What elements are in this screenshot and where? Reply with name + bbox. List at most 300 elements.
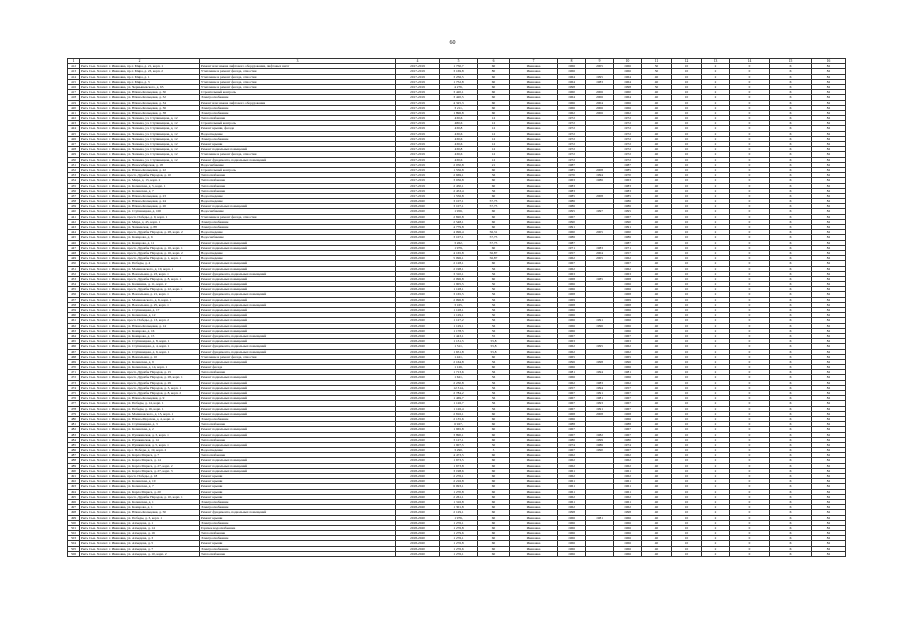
table-cell: Электроснабжение	[200, 416, 396, 421]
table-cell: 1 673,8	[440, 463, 478, 468]
table-cell: 60	[478, 411, 510, 416]
table-cell: 60	[478, 209, 510, 214]
table-cell: Рыть Сыа. Хлопот. г. Ивановка, пр-т. Победы, д. 19, корп. 2	[80, 448, 200, 453]
table-cell: 2	[702, 354, 730, 359]
table-cell: 452	[68, 271, 80, 276]
table-cell: 40	[642, 328, 672, 333]
table-cell: 1966	[614, 375, 642, 380]
table-cell: 1 976,	[440, 515, 478, 520]
table-cell: 419	[68, 100, 80, 105]
table-cell: 430,6	[440, 136, 478, 141]
table-cell: Ремонт подвальных помещений	[200, 313, 396, 318]
table-cell: 0	[730, 354, 770, 359]
table-cell: Рыть Сыа. Хлопот. г. Ивановка, ул. Южно-Кольцевая, д. 14	[80, 323, 200, 328]
table-cell: 1965	[614, 354, 642, 359]
table-cell: 2 453,4	[440, 188, 478, 193]
table-cell: 1986	[614, 204, 642, 209]
table-cell: Ремонт крыши, фасада	[200, 126, 396, 131]
table-cell: 10	[672, 287, 702, 292]
table-cell: Ивановка	[510, 126, 558, 131]
table-cell: 1967	[614, 391, 642, 396]
table-cell: Рыть Сыа. Хлопот. г. Ивановка, просп. Дружбы Народов, д. 1, корп. 1	[80, 256, 200, 261]
table-cell: 60	[478, 437, 510, 442]
table-cell: 2018-2020	[396, 333, 440, 338]
table-cell: Х	[770, 110, 812, 115]
table-cell: 0	[730, 531, 770, 536]
table-cell: 1986	[558, 235, 586, 240]
table-cell: 82	[812, 147, 846, 152]
table-cell: Рыть Сыа. Хлопот. г. Ивановка, просп. Дружбы Народов, д. 22, корп. 1	[80, 287, 200, 292]
table-cell: 501	[68, 525, 80, 530]
table-cell: 82	[812, 499, 846, 504]
table-cell: 1972	[558, 147, 586, 152]
table-cell: Х	[770, 458, 812, 463]
table-cell: 1980	[558, 437, 586, 442]
table-cell: Рыть Сыа. Хлопот. г. Ивановка, ул. Чапаева, ул. Ступинецкая, д. 12	[80, 142, 200, 147]
table-cell: 10	[672, 250, 702, 255]
table-cell: 10	[672, 499, 702, 504]
table-cell: 40	[642, 525, 672, 530]
table-cell: Х	[770, 193, 812, 198]
table-cell: 56	[478, 188, 510, 193]
table-cell: 1985	[614, 193, 642, 198]
table-cell: 1965	[558, 354, 586, 359]
table-cell: 40	[642, 142, 672, 147]
table-cell: 2	[702, 261, 730, 266]
table-cell: 60	[478, 416, 510, 421]
table-cell: Ивановка	[510, 479, 558, 484]
table-cell: Рыть Сыа. Хлопот. г. Ивановка, просп. Дружбы Народов, д. 10, корп. 1	[80, 494, 200, 499]
table-cell: 82	[812, 79, 846, 84]
table-cell: 60	[478, 453, 510, 458]
table-cell: 0	[730, 328, 770, 333]
table-cell: 10	[672, 536, 702, 541]
table-cell: 2006	[586, 95, 614, 100]
table-cell: 1988	[614, 422, 642, 427]
table-cell: 0	[730, 499, 770, 504]
table-cell: 1967	[614, 406, 642, 411]
table-cell: 1 965,8	[440, 427, 478, 432]
table-cell: 60	[478, 422, 510, 427]
table-cell: Х	[770, 385, 812, 390]
table-cell: 40	[642, 152, 672, 157]
table-cell: 1995	[614, 209, 642, 214]
table-cell: 2018-2020	[396, 308, 440, 313]
table-cell: Ивановка	[510, 287, 558, 292]
table-cell: Рыть Сыа. Хлопот. г. Ивановка, ул. Ахмедова, д. 5	[80, 541, 200, 546]
table-cell: Ремонт фундамента, подвальных помещений	[200, 333, 396, 338]
table-cell: 2017-2019	[396, 147, 440, 152]
table-cell: 1962	[558, 349, 586, 354]
table-cell: Рыть Сыа. Хлопот. г. Ивановка, ул. Южно-Кольцевая, д. 30	[80, 90, 200, 95]
table-cell: 444	[68, 230, 80, 235]
table-cell: 82	[812, 167, 846, 172]
table-cell: Ивановка	[510, 510, 558, 515]
table-cell: 492	[68, 479, 80, 484]
table-cell: 1967	[614, 261, 642, 266]
table-cell: 427	[68, 142, 80, 147]
table-cell: 1991	[586, 318, 614, 323]
table-cell: Ремонт фундамента, подвальных помещений	[200, 292, 396, 297]
table-cell: 1995	[558, 209, 586, 214]
table-cell: Рыть Сыа. Хлопот. г. Ивановка, ул. Победы, д. 14, корп. 1	[80, 401, 200, 406]
table-cell: Рыть Сыа. Хлопот. г. Ивановка, просп. Дружбы Народов, д. 16, корп. 2	[80, 250, 200, 255]
table-cell: 1966	[614, 328, 642, 333]
table-cell: Х	[770, 396, 812, 401]
table-cell: 1986	[586, 178, 614, 183]
table-cell: Х	[770, 178, 812, 183]
table-cell: Ивановка	[510, 494, 558, 499]
table-cell: 82	[812, 359, 846, 364]
table-cell: 2	[702, 136, 730, 141]
table-cell: 1967	[614, 432, 642, 437]
table-cell: 0	[730, 396, 770, 401]
table-cell: 473	[68, 380, 80, 385]
table-cell: 40	[642, 126, 672, 131]
table-cell: Ивановка	[510, 365, 558, 370]
table-cell: Ивановка	[510, 250, 558, 255]
table-cell: 1968	[614, 276, 642, 281]
table-cell: Х	[770, 489, 812, 494]
table-cell: Ремонт фундамента, подвальных помещений	[200, 349, 396, 354]
table-cell: Рыть Сыа. Хлопот. г. Ивановка, ул. Южно-Кольцевая, д. 38	[80, 110, 200, 115]
table-cell: Х	[770, 276, 812, 281]
table-cell: 3 420,1	[440, 90, 478, 95]
table-cell: 2	[702, 302, 730, 307]
table-cell: 10	[672, 136, 702, 141]
table-cell: 1962	[558, 494, 586, 499]
table-cell: 10	[672, 271, 702, 276]
table-cell: Водоснабжение	[200, 235, 396, 240]
table-cell: 2018-2020	[396, 525, 440, 530]
table-cell: 2018-2020	[396, 250, 440, 255]
table-cell: 1985	[586, 276, 614, 281]
table-cell: 1966	[558, 525, 586, 530]
table-cell: 0	[730, 276, 770, 281]
table-cell: 0	[730, 126, 770, 131]
table-cell: 467	[68, 349, 80, 354]
table-cell: 412	[68, 64, 80, 69]
table-cell: 1999	[586, 437, 614, 442]
table-cell: 40	[642, 147, 672, 152]
table-cell: 60	[478, 183, 510, 188]
table-cell: 0	[730, 468, 770, 473]
table-cell: Х	[770, 427, 812, 432]
table-cell: 2	[702, 520, 730, 525]
table-cell: 1957	[614, 250, 642, 255]
table-cell: 1974	[558, 442, 586, 447]
table-cell: 1974	[614, 442, 642, 447]
table-cell: 465	[68, 339, 80, 344]
table-cell: 10	[672, 282, 702, 287]
table-cell: Х	[770, 69, 812, 74]
table-cell: 40	[642, 474, 672, 479]
table-cell: 2018-2020	[396, 199, 440, 204]
table-cell: 1966	[614, 69, 642, 74]
table-cell: 0	[730, 349, 770, 354]
table-cell: 484	[68, 437, 80, 442]
table-cell: 50	[642, 69, 672, 74]
table-cell: 2018-2020	[396, 271, 440, 276]
table-cell: Теплоснабжение	[200, 453, 396, 458]
table-cell: Х	[770, 266, 812, 271]
table-cell: Ивановка	[510, 536, 558, 541]
table-cell: 10	[672, 515, 702, 520]
table-cell: 2018-2020	[396, 474, 440, 479]
table-cell: 1 511,	[440, 344, 478, 349]
table-cell: 1962	[558, 458, 586, 463]
table-cell: 82	[812, 64, 846, 69]
table-cell: 40	[642, 510, 672, 515]
table-cell: 82	[812, 261, 846, 266]
table-cell: 1998	[614, 84, 642, 89]
table-cell: 448	[68, 250, 80, 255]
table-cell: 10	[672, 541, 702, 546]
table-cell: 461	[68, 318, 80, 323]
column-header: 5	[440, 59, 478, 64]
table-cell: 506	[68, 551, 80, 556]
table-cell: 2018-2020	[396, 442, 440, 447]
table-cell: 2	[702, 152, 730, 157]
table-cell: 2018-2020	[396, 391, 440, 396]
table-cell: Х	[770, 541, 812, 546]
table-cell: 481	[68, 422, 80, 427]
table-cell: 60	[478, 214, 510, 219]
table-cell: 2018-2020	[396, 349, 440, 354]
table-cell: 2	[702, 308, 730, 313]
table-cell: Теплоснабжение	[200, 531, 396, 536]
table-cell: 40	[642, 463, 672, 468]
table-cell: Ивановка	[510, 432, 558, 437]
table-cell: 82	[812, 136, 846, 141]
table-cell: 1962	[558, 380, 586, 385]
table-cell: Рыть Сыа. Хлопот. г. Ивановка, просп. Дружбы Народов, д. 8, корп. 1	[80, 276, 200, 281]
table-cell: 3 107,1	[440, 204, 478, 209]
table-cell: 0	[730, 90, 770, 95]
table-cell: 1967	[558, 391, 586, 396]
table-cell: 475	[68, 391, 80, 396]
table-cell: 10	[672, 297, 702, 302]
table-cell: Рыть Сыа. Хлопот. г. Ивановка, ул. Малиновского, д. 10, корп. 1	[80, 266, 200, 271]
table-cell: Рыть Сыа. Хлопот. г. Ивановка, ул. Чапаева, ул. Ступинецкая, д. 12	[80, 152, 200, 157]
table-cell: 2	[702, 510, 730, 515]
table-cell: 2	[702, 297, 730, 302]
table-cell: 1998	[586, 359, 614, 364]
table-cell: 1983	[558, 183, 586, 188]
table-cell: 10	[672, 126, 702, 131]
table-cell: Рыть Сыа. Хлопот. г. Ивановка, ул. Мира, д. 13, корп. 2	[80, 178, 200, 183]
table-cell: Рыть Сыа. Хлопот. г. Ивановка, ул. Ступинецкая, д. 4, корп. 1	[80, 344, 200, 349]
table-cell: 1 907,5	[440, 442, 478, 447]
table-cell: 1961	[614, 484, 642, 489]
table-cell: 2017-2019	[396, 105, 440, 110]
table-cell: 0	[730, 230, 770, 235]
table-cell: 2	[702, 375, 730, 380]
table-cell: 40	[642, 276, 672, 281]
table-cell: 430	[68, 157, 80, 162]
table-cell: Рыть Сыа. Хлопот. г. Ивановка, ул. Пушкинская, д. 3, корп. 1	[80, 432, 200, 437]
table-cell: 418	[68, 95, 80, 100]
table-cell: Ивановка	[510, 551, 558, 556]
table-cell: Ивановка	[510, 266, 558, 271]
table-cell: Ремонт крыши	[200, 494, 396, 499]
table-cell: 1986	[614, 199, 642, 204]
table-cell: Х	[770, 79, 812, 84]
table-cell: 10	[672, 479, 702, 484]
table-cell: 3 256,5	[440, 74, 478, 79]
table-cell: 2017-2019	[396, 167, 440, 172]
table-cell: 1964	[558, 74, 586, 79]
table-cell: 1972	[558, 152, 586, 157]
table-cell: 60	[478, 95, 510, 100]
table-cell: Х	[770, 209, 812, 214]
table-cell: 2 096,8	[440, 276, 478, 281]
table-cell: 497	[68, 505, 80, 510]
table-cell: Х	[770, 349, 812, 354]
table-cell: 10	[672, 463, 702, 468]
table-cell: 1966	[558, 313, 586, 318]
table-cell: 1962	[558, 266, 586, 271]
table-cell: 2	[702, 453, 730, 458]
table-cell: 2	[702, 64, 730, 69]
table-cell: 1963	[558, 178, 586, 183]
table-cell: 40	[642, 494, 672, 499]
table-cell: 1972	[614, 152, 642, 157]
table-cell: 2	[702, 437, 730, 442]
table-cell: 2	[702, 245, 730, 250]
table-cell: Утепление и ремонт фасада, отмостки	[200, 74, 396, 79]
table-cell: 40	[642, 505, 672, 510]
table-cell: 2	[702, 339, 730, 344]
table-cell: 1969	[614, 297, 642, 302]
table-cell: 82	[812, 546, 846, 551]
table-cell: Рыть Сыа. Хлопот. г. Ивановка, ул. Копевская, д. 7	[80, 188, 200, 193]
table-cell: Рыть Сыа. Хлопот. г. Ивановка, ул. Карла Маркса, д. 14	[80, 458, 200, 463]
table-cell: 10	[672, 354, 702, 359]
table-cell: 422	[68, 116, 80, 121]
table-cell: 60	[478, 79, 510, 84]
table-cell: 2	[702, 100, 730, 105]
table-cell: 430,6	[440, 157, 478, 162]
table-cell: 0	[730, 162, 770, 167]
table-cell: 40	[642, 225, 672, 230]
table-cell: 1966	[558, 531, 586, 536]
table-cell: Рыть Сыа. Хлопот. г. Ивановка, ул. Копевская, д. 5, корп. 1	[80, 183, 200, 188]
table-cell: 1972	[614, 116, 642, 121]
table-cell: 1967	[614, 333, 642, 338]
table-cell: 10	[672, 416, 702, 421]
table-cell: 1 556,8	[440, 167, 478, 172]
table-cell: 10	[672, 391, 702, 396]
table-cell: Ивановка	[510, 463, 558, 468]
table-cell: 2	[702, 515, 730, 520]
table-cell: Ивановка	[510, 302, 558, 307]
table-cell: Ивановка	[510, 391, 558, 396]
table-cell: 1994	[586, 370, 614, 375]
table-cell: Утепление и ремонт фасада, отмостки	[200, 69, 396, 74]
table-cell: 2 050,8	[440, 162, 478, 167]
table-cell: Х	[770, 292, 812, 297]
table-cell: Х	[770, 354, 812, 359]
table-cell: 2018-2020	[396, 225, 440, 230]
table-cell: Ивановка	[510, 499, 558, 504]
table-cell: Рыть Сыа. Хлопот. г. Ивановка, ул. Ахмедова, д. 10, корп. 2	[80, 551, 200, 556]
table-cell: 2005	[586, 230, 614, 235]
table-cell: Х	[770, 323, 812, 328]
table-cell: 2	[702, 359, 730, 364]
table-cell: 10	[672, 183, 702, 188]
table-cell: Теплоснабжение	[200, 178, 396, 183]
table-cell: Х	[770, 365, 812, 370]
table-cell: Водоснабжение	[200, 162, 396, 167]
table-cell: 56	[478, 292, 510, 297]
table-cell: 470	[68, 365, 80, 370]
table-cell: 10	[672, 209, 702, 214]
table-cell: 1986	[558, 199, 586, 204]
table-cell: 40	[642, 261, 672, 266]
table-cell: 40	[642, 199, 672, 204]
table-cell: Ивановка	[510, 318, 558, 323]
table-cell: 10	[672, 219, 702, 224]
table-cell: 40	[642, 308, 672, 313]
table-cell: 6 093,1	[440, 484, 478, 489]
table-cell: 10	[672, 458, 702, 463]
table-cell: 2	[702, 541, 730, 546]
table-cell: Ивановка	[510, 240, 558, 245]
table-cell: Рыть Сыа. Хлопот. г. Ивановка, ул. Южно-Кольцевая, д. 32	[80, 95, 200, 100]
table-cell: 40	[642, 266, 672, 271]
table-cell: 10	[672, 520, 702, 525]
table-cell: 82	[812, 380, 846, 385]
table-cell: Рыть Сыа. Хлопот. г. Ивановка, ул. Комарова, д. 6	[80, 235, 200, 240]
table-cell: 1972	[558, 157, 586, 162]
table-cell: Рыть Сыа. Хлопот. г. Ивановка, ул. Победы, д. 3, корп. 1	[80, 515, 200, 520]
table-cell: 2 784,2	[440, 391, 478, 396]
table-cell: 82	[812, 505, 846, 510]
table-cell: 442	[68, 219, 80, 224]
table-cell: 431	[68, 162, 80, 167]
table-cell: 1966	[614, 308, 642, 313]
table-cell: Ивановка	[510, 84, 558, 89]
table-cell: 56	[478, 380, 510, 385]
table-cell: 82	[812, 121, 846, 126]
table-cell: Ремонт или замена лифтового оборудования, лифтовых шахт	[200, 64, 396, 69]
table-cell: 82	[812, 245, 846, 250]
table-cell: 0	[730, 302, 770, 307]
table-cell: 502	[68, 531, 80, 536]
table-cell: 0	[730, 64, 770, 69]
table-cell: 2018-2020	[396, 385, 440, 390]
table-cell: 60	[478, 64, 510, 69]
table-cell: 0	[730, 188, 770, 193]
table-cell: Х	[770, 199, 812, 204]
table-cell: Рыть Сыа. Хлопот. г. Ивановка, пр-т. Мира, д. 23, корп. 2	[80, 69, 200, 74]
table-cell: 0	[730, 105, 770, 110]
table-cell: 1967	[558, 214, 586, 219]
table-cell: 0	[730, 365, 770, 370]
table-cell: Х	[770, 510, 812, 515]
table-cell: 1961	[558, 479, 586, 484]
table-cell: Ивановка	[510, 131, 558, 136]
table-cell: 82	[812, 463, 846, 468]
table-cell: 2	[702, 479, 730, 484]
table-cell: 82	[812, 183, 846, 188]
table-cell: 1993	[586, 401, 614, 406]
table-cell: 505	[68, 546, 80, 551]
table-cell: Ремонт крыши	[200, 474, 396, 479]
table-cell: Ремонт подвальных помещений	[200, 276, 396, 281]
table-cell: 60	[478, 458, 510, 463]
